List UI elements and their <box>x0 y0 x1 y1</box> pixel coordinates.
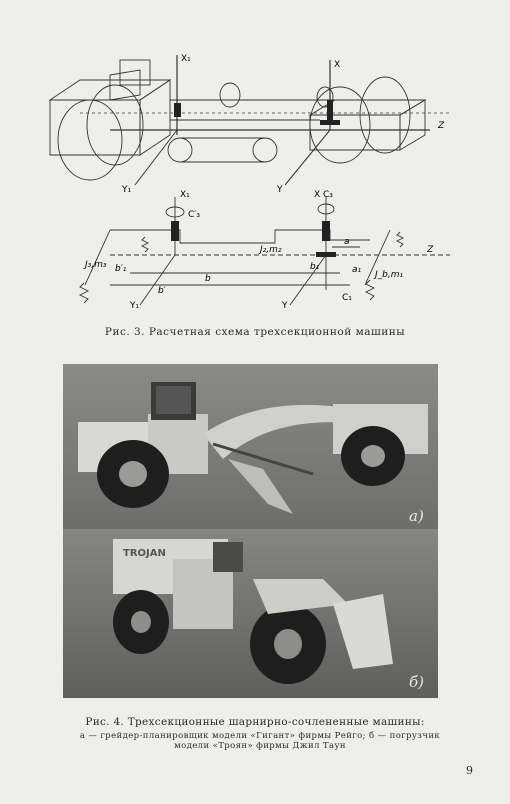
figure4-photo <box>63 364 438 698</box>
page-number: 9 <box>466 764 473 777</box>
scheme-label-z: Z <box>427 245 434 255</box>
scheme-label-c1: C₁ <box>342 293 352 303</box>
figure4-subcaption-line1: а — грейдер-планировщик модели «Гигант» фирмы Рейго; б — погрузчик <box>79 731 441 741</box>
axis-label-y: Y <box>277 185 283 195</box>
scheme-label-j3m3: J₃,m₃ <box>85 260 107 270</box>
scheme-label-c3-prime: C′₃ <box>188 210 200 220</box>
photo-label-a: а) <box>409 507 424 525</box>
machines-photo-illustration <box>63 364 438 698</box>
scheme-label-y1: Y₁ <box>130 301 140 310</box>
scheme-label-a1: a₁ <box>352 265 362 275</box>
photo-label-b: б) <box>409 673 425 691</box>
figure4-caption: Рис. 4. Трехсекционные шарнирно-сочлененные машины: <box>85 716 425 728</box>
scheme-label-a: a <box>344 237 350 247</box>
scheme-label-b1: b₁ <box>310 262 320 272</box>
axis-label-x: X <box>334 60 341 70</box>
axis-label-y1: Y₁ <box>122 185 132 195</box>
scheme-label-b1-prime: b′₁ <box>115 264 127 274</box>
axis-label-x1: X₁ <box>181 54 191 64</box>
scheme-label-jbm1: J_b,m₁ <box>375 270 404 280</box>
scheme-label-x1: X₁ <box>180 190 190 200</box>
scheme-label-b: b <box>205 274 211 284</box>
figure3-3d-schematic <box>40 45 460 195</box>
axis-label-z: Z <box>438 121 445 131</box>
figure4-subcaption-line2: модели «Троян» фирмы Джил Таун <box>174 741 346 751</box>
scheme-label-y: Y <box>282 301 288 310</box>
scheme-label-x-c3: X C₃ <box>314 190 333 200</box>
loader-brand-text: TROJAN <box>123 548 166 559</box>
figure3-calculation-scheme <box>70 185 460 310</box>
figure3-caption: Рис. 3. Расчетная схема трехсекционной машины <box>104 326 406 338</box>
scheme-label-j2m2: J₂,m₂ <box>260 245 282 255</box>
scheme-label-b-prime: b′ <box>158 286 166 296</box>
figure4-subcaption <box>60 731 460 751</box>
